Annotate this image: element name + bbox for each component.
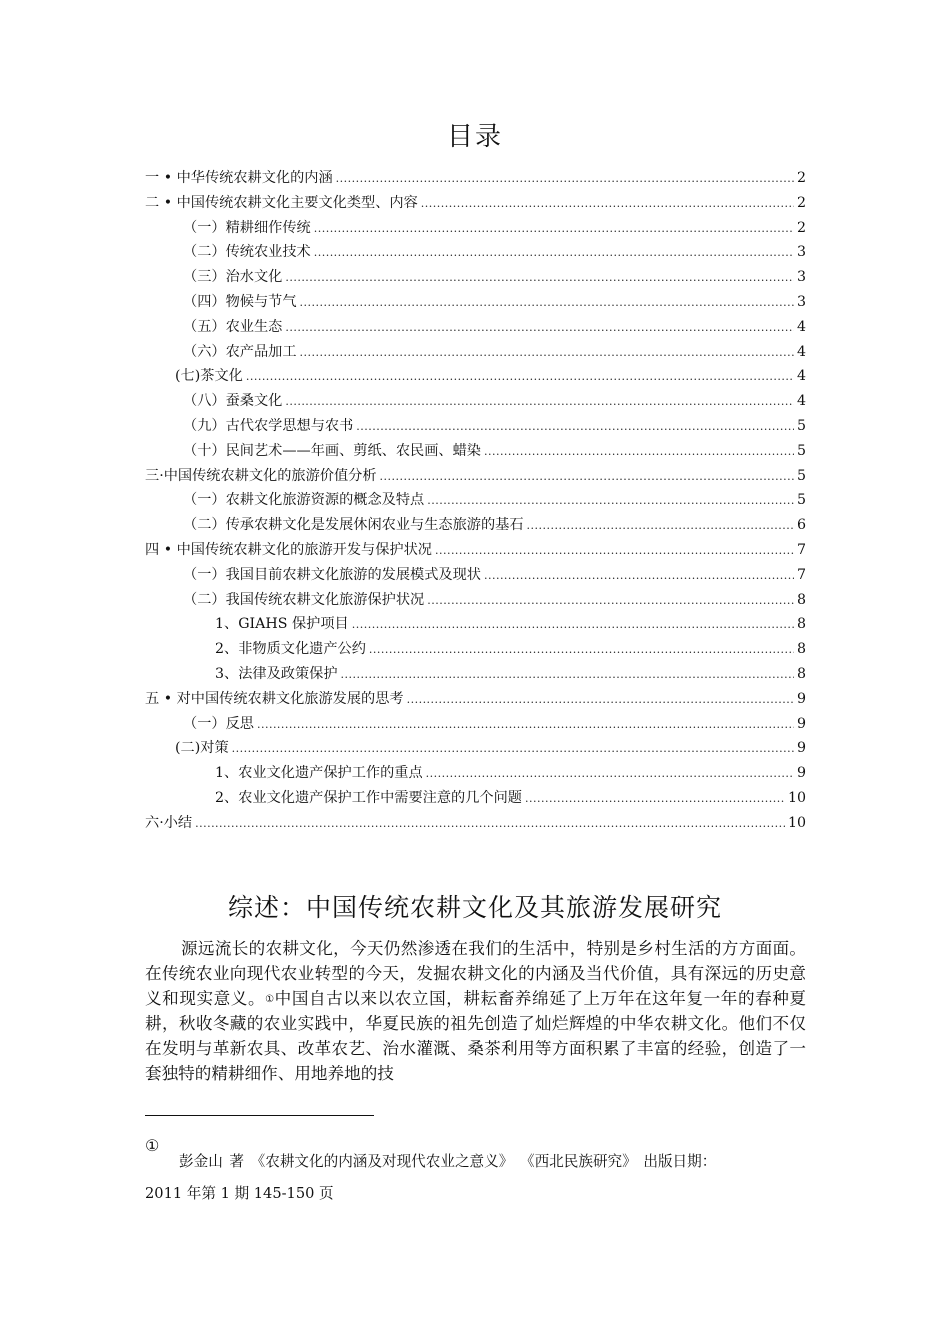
footnote-mark: ① bbox=[145, 1136, 160, 1155]
toc-entry[interactable] bbox=[145, 736, 806, 761]
toc-entry-label: 3、法律及政策保护 bbox=[215, 665, 338, 682]
footnote-citation: 彭金山 著 《农耕文化的内涵及对现代农业之意义》 《西北民族研究》 出版日期： bbox=[179, 1153, 717, 1170]
toc-leader-dots bbox=[421, 192, 794, 217]
toc-entry-label: 2、农业文化遗产保护工作中需要注意的几个问题 bbox=[215, 789, 522, 806]
toc-entry-label: （九）古代农学思想与农书 bbox=[183, 417, 354, 434]
toc-leader-dots bbox=[427, 589, 794, 614]
toc-leader-dots bbox=[246, 365, 794, 390]
toc-page-number: 10 bbox=[787, 789, 806, 806]
toc-entry[interactable] bbox=[145, 811, 806, 836]
toc-entry[interactable] bbox=[145, 414, 806, 439]
toc-entry[interactable] bbox=[145, 439, 806, 464]
toc-entry-label: （六）农产品加工 bbox=[183, 343, 297, 360]
toc-entry[interactable] bbox=[145, 240, 806, 265]
toc-page-number: 4 bbox=[796, 393, 806, 410]
toc-leader-dots bbox=[341, 663, 794, 688]
toc-leader-dots bbox=[427, 489, 794, 514]
toc-leader-dots bbox=[285, 390, 794, 415]
toc-entry[interactable] bbox=[145, 687, 806, 712]
toc-leader-dots bbox=[426, 762, 794, 787]
paragraph-text-part2: 中国自古以来以农立国，耕耘畜养绵延了上万年在这年复一年的春种夏耕，秋收冬藏的农业实践中，华夏民族的祖先创造了灿烂辉煌的中华农耕文化。他们不仅在发明与革新农具、改革农艺、治水灌溉、桑茶利用等方面积累了丰富的经验，创造了一套独特的精耕细作、用地养地的技 bbox=[145, 988, 807, 1083]
toc-page-number: 4 bbox=[796, 343, 806, 360]
toc-page-number: 5 bbox=[796, 417, 806, 434]
toc-page-number: 8 bbox=[796, 665, 806, 682]
toc-entry-label: （十）民间艺术——年画、剪纸、农民画、蜡染 bbox=[183, 442, 481, 459]
toc-entry-label: （一）我国目前农耕文化旅游的发展模式及现状 bbox=[183, 566, 481, 583]
toc-entry-label: （二）传承农耕文化是发展休闲农业与生态旅游的基石 bbox=[183, 517, 524, 534]
toc-page-number: 6 bbox=[796, 517, 806, 534]
toc-leader-dots bbox=[435, 539, 794, 564]
toc-leader-dots bbox=[336, 167, 794, 192]
toc-title: 目录 bbox=[446, 122, 503, 152]
toc-entry-label: 四 • 中国传统农耕文化的旅游开发与保护状况 bbox=[145, 541, 432, 558]
toc-page-number: 2 bbox=[796, 194, 806, 211]
toc-leader-dots bbox=[352, 613, 794, 638]
toc-page-number: 10 bbox=[787, 814, 806, 831]
toc-page-number: 4 bbox=[796, 318, 806, 335]
toc-page-number: 9 bbox=[796, 765, 806, 782]
toc-entry-label: （二）传统农业技术 bbox=[183, 244, 311, 261]
toc-page-number: 8 bbox=[796, 591, 806, 608]
article-title: 综述：中国传统农耕文化及其旅游发展研究 bbox=[227, 893, 722, 922]
toc-page-number: 3 bbox=[796, 269, 806, 286]
toc-entry-label: （五）农业生态 bbox=[183, 318, 283, 335]
toc-entry[interactable] bbox=[145, 612, 806, 637]
toc-entry-label: （一）农耕文化旅游资源的概念及特点 bbox=[183, 492, 425, 509]
toc-leader-dots bbox=[285, 316, 794, 341]
toc-entry[interactable] bbox=[145, 265, 806, 290]
toc-entry[interactable] bbox=[145, 513, 806, 538]
toc-leader-dots bbox=[232, 737, 794, 762]
toc-entry-label: 五 • 对中国传统农耕文化旅游发展的思考 bbox=[145, 690, 404, 707]
toc-entry[interactable] bbox=[145, 563, 806, 588]
toc-page-number: 9 bbox=[796, 690, 806, 707]
toc-entry-label: （三）治水文化 bbox=[183, 269, 283, 286]
toc-entry-label: （二）我国传统农耕文化旅游保护状况 bbox=[183, 591, 425, 608]
toc-leader-dots bbox=[314, 241, 794, 266]
toc-page-number: 8 bbox=[796, 641, 806, 658]
toc-entry-label: 1、农业文化遗产保护工作的重点 bbox=[215, 765, 423, 782]
toc-entry[interactable] bbox=[145, 464, 806, 489]
toc-leader-dots bbox=[380, 465, 794, 490]
toc-leader-dots bbox=[525, 787, 785, 812]
toc-entry[interactable] bbox=[145, 290, 806, 315]
toc-entry[interactable] bbox=[145, 786, 806, 811]
toc-page-number: 8 bbox=[796, 616, 806, 633]
toc-entry-label: 1、GIAHS 保护项目 bbox=[215, 616, 349, 633]
toc-page-number: 7 bbox=[796, 541, 806, 558]
toc-leader-dots bbox=[195, 812, 785, 837]
toc-entry[interactable] bbox=[145, 191, 806, 216]
toc-leader-dots bbox=[356, 415, 794, 440]
toc-leader-dots bbox=[314, 217, 794, 242]
toc-page-number: 9 bbox=[796, 740, 806, 757]
toc-entry[interactable] bbox=[145, 364, 806, 389]
toc-page-number: 3 bbox=[796, 244, 806, 261]
toc-entry[interactable] bbox=[145, 488, 806, 513]
toc-entry-label: (二)对策 bbox=[175, 740, 229, 757]
toc-entry-label: （一）精耕细作传统 bbox=[183, 219, 311, 236]
toc-entry-label: 一 • 中华传统农耕文化的内涵 bbox=[145, 170, 333, 186]
toc-entry[interactable] bbox=[145, 588, 806, 613]
toc-entry[interactable] bbox=[145, 389, 806, 414]
toc-leader-dots bbox=[407, 688, 794, 713]
toc-leader-dots bbox=[484, 440, 794, 465]
toc-page-number: 5 bbox=[796, 492, 806, 509]
toc-entry[interactable] bbox=[145, 712, 806, 737]
toc-entry-label: 六·小结 bbox=[145, 814, 193, 831]
toc-entry[interactable] bbox=[145, 315, 806, 340]
toc-leader-dots bbox=[257, 713, 794, 738]
article-paragraph bbox=[145, 937, 806, 1087]
toc-leader-dots bbox=[527, 514, 794, 539]
toc-page-number: 5 bbox=[796, 467, 806, 484]
toc-entry[interactable] bbox=[145, 538, 806, 563]
footnote-citation-detail: 2011 年第 1 期 145-150 页 bbox=[145, 1185, 334, 1202]
toc-entry-label: (七)茶文化 bbox=[175, 368, 243, 385]
toc-page-number: 2 bbox=[796, 170, 806, 186]
toc-entry-label: 2、非物质文化遗产公约 bbox=[215, 641, 366, 658]
toc-entry[interactable] bbox=[145, 166, 806, 191]
toc-page-number: 2 bbox=[796, 219, 806, 236]
toc-entry[interactable] bbox=[145, 662, 806, 687]
toc-entry[interactable] bbox=[145, 216, 806, 241]
toc-entry[interactable] bbox=[145, 637, 806, 662]
toc-leader-dots bbox=[300, 291, 794, 316]
toc-leader-dots bbox=[300, 341, 794, 366]
toc-page-number: 7 bbox=[796, 566, 806, 583]
toc-entry-label: （四）物候与节气 bbox=[183, 293, 297, 310]
toc-entry-label: （八）蚕桑文化 bbox=[183, 393, 283, 410]
toc-page-number: 5 bbox=[796, 442, 806, 459]
toc-leader-dots bbox=[369, 638, 794, 663]
toc-entry-label: （一）反思 bbox=[183, 715, 254, 732]
toc-entry[interactable] bbox=[145, 340, 806, 365]
toc-leader-dots bbox=[285, 266, 794, 291]
toc-entry-label: 三·中国传统农耕文化的旅游价值分析 bbox=[145, 467, 377, 484]
footnote-reference[interactable]: ① bbox=[265, 993, 275, 1005]
toc-page-number: 4 bbox=[796, 368, 806, 385]
toc-page-number: 9 bbox=[796, 715, 806, 732]
toc-page-number: 3 bbox=[796, 293, 806, 310]
table-of-contents bbox=[145, 166, 806, 836]
footnote-separator bbox=[145, 1115, 374, 1116]
toc-entry[interactable] bbox=[145, 761, 806, 786]
paragraph-text-part1: 源远流长的农耕文化，今天仍然渗透在我们的生活中，特别是乡村生活的方方面面。在传统农业向现代农业转型的今天，发掘农耕文化的内涵及当代价值，具有深远的历史意义和现实意义。 bbox=[145, 939, 806, 1008]
toc-leader-dots bbox=[484, 564, 794, 589]
toc-entry-label: 二 • 中国传统农耕文化主要文化类型、内容 bbox=[145, 194, 418, 211]
